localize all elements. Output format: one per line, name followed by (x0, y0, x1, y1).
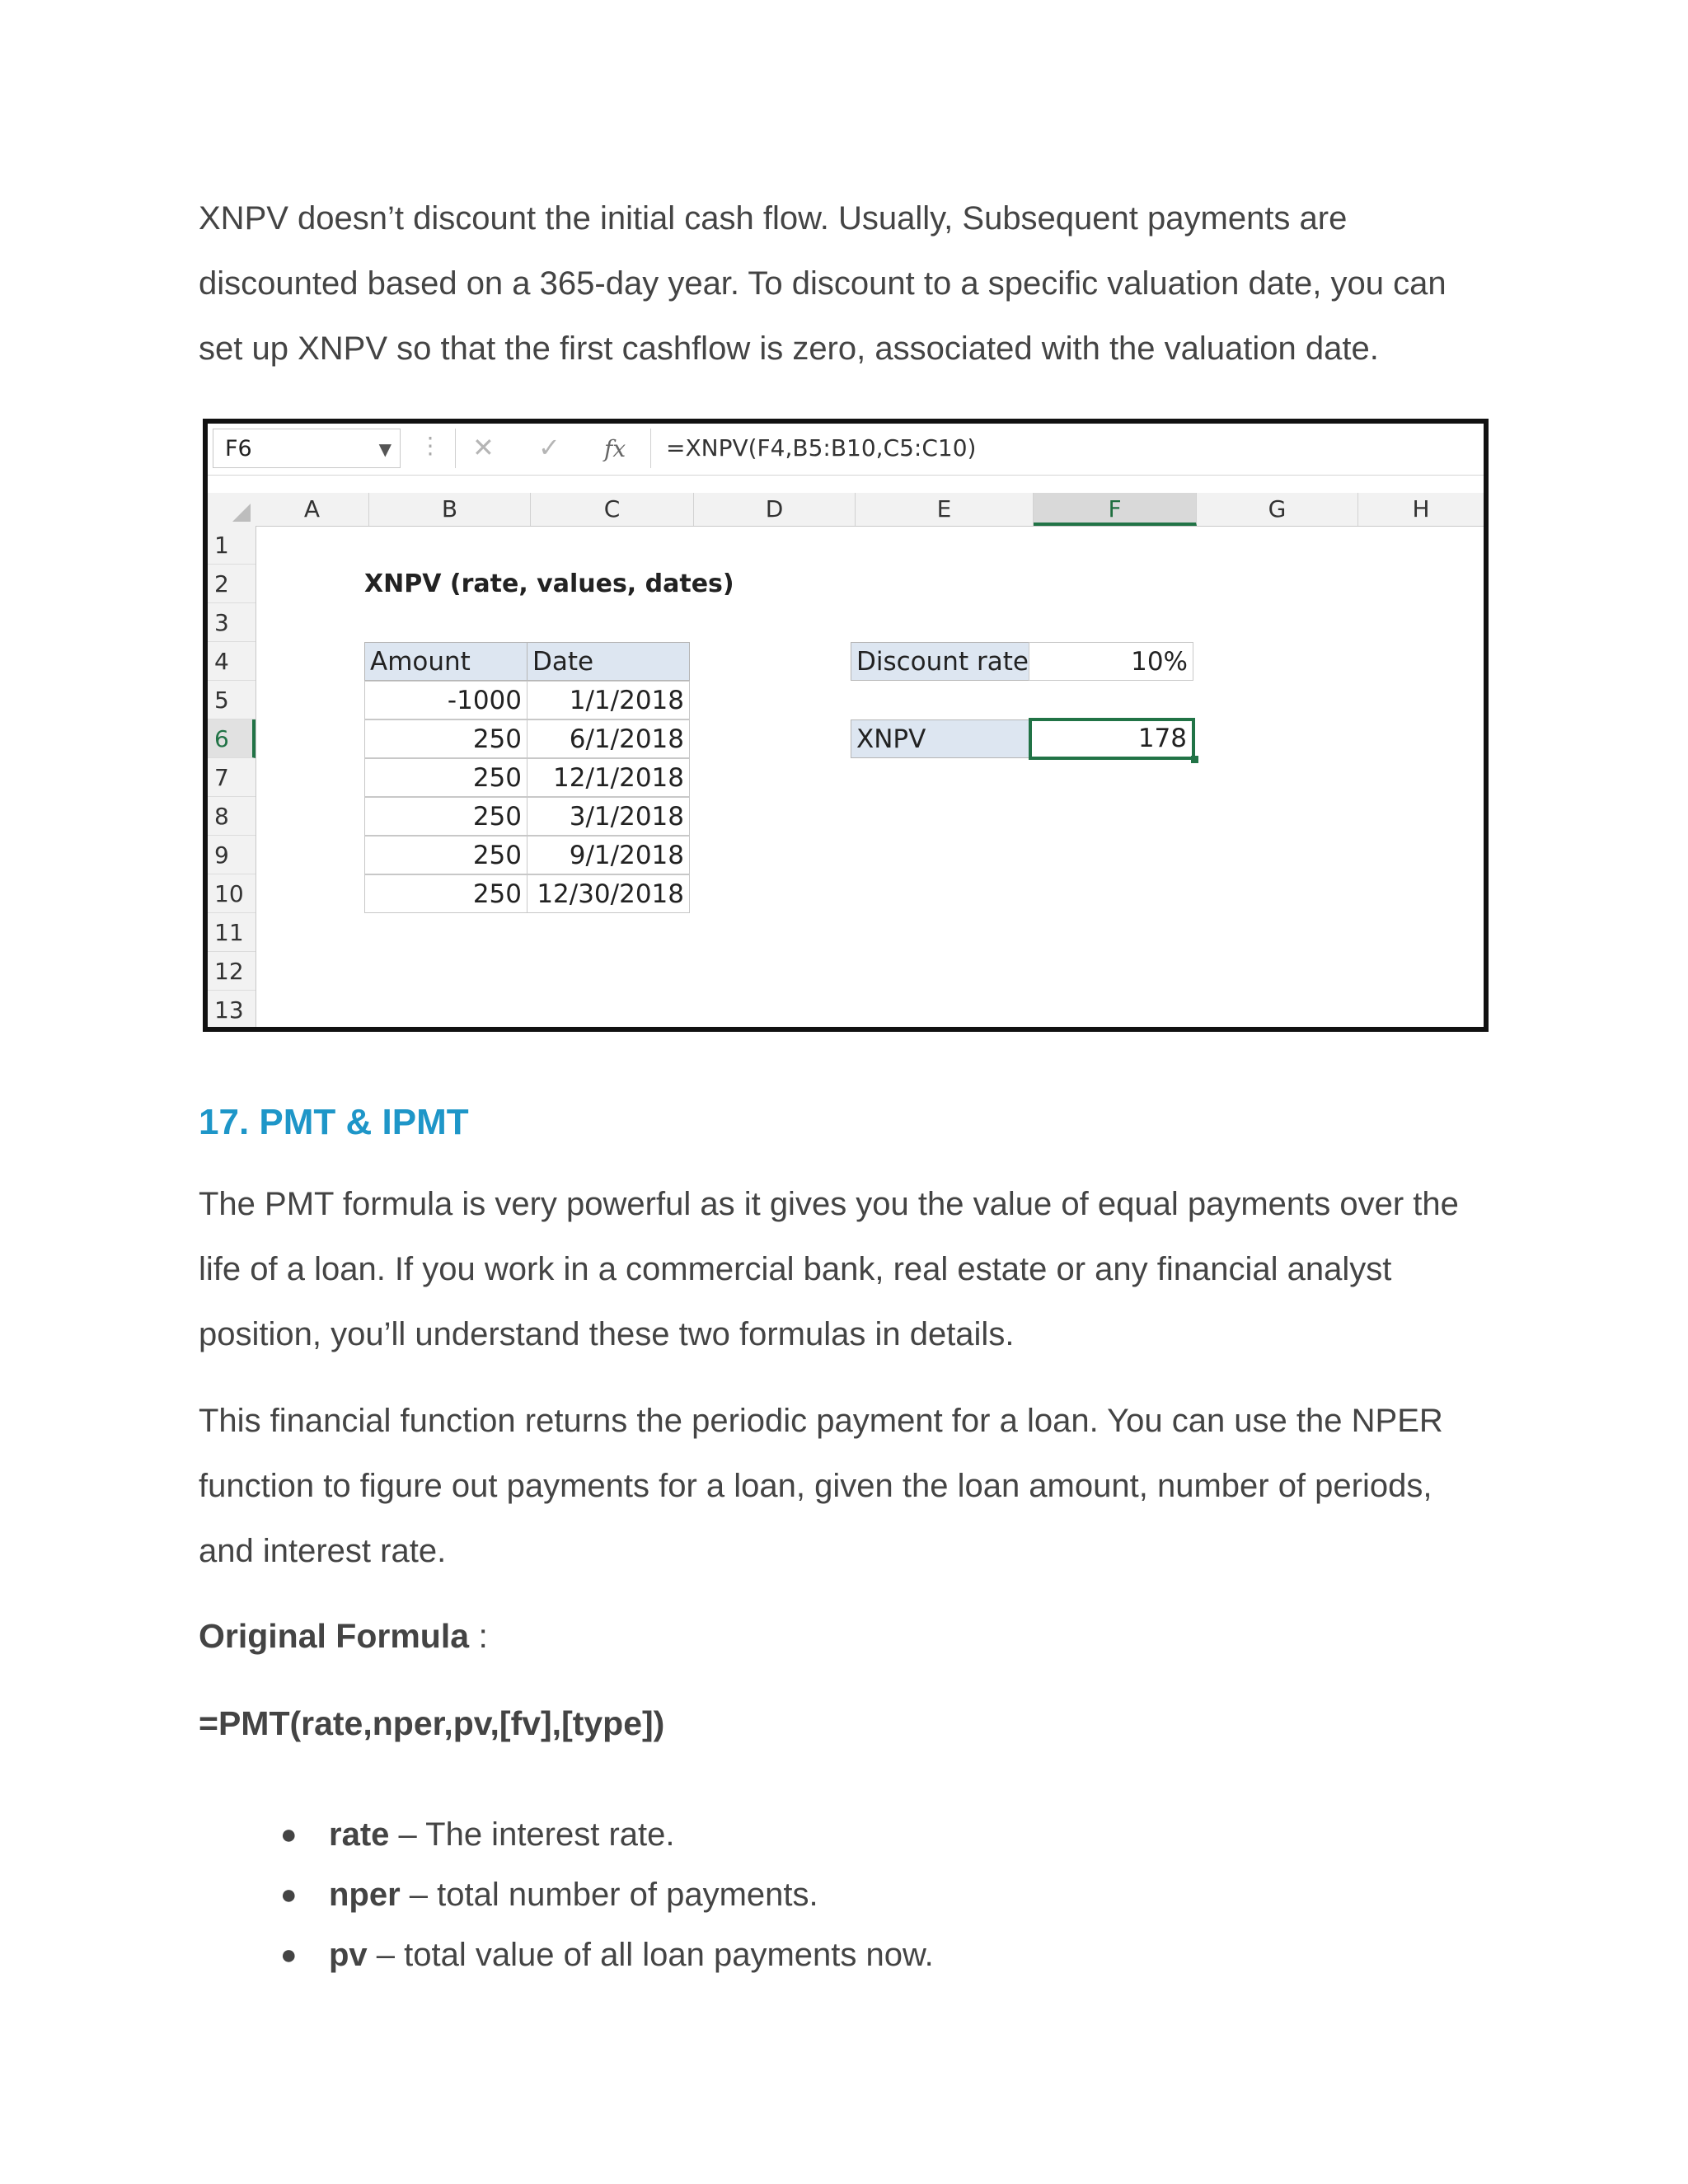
argument-term: rate (329, 1816, 390, 1853)
fill-handle[interactable] (1191, 756, 1198, 763)
select-all-icon[interactable] (208, 493, 256, 526)
column-header-b[interactable]: B (369, 493, 531, 526)
column-header-d[interactable]: D (694, 493, 856, 526)
name-box[interactable] (213, 429, 401, 468)
date-cell[interactable]: 1/1/2018 (527, 681, 690, 719)
amount-cell[interactable]: 250 (364, 719, 528, 758)
chevron-down-icon[interactable]: ▼ (378, 439, 392, 459)
amount-cell[interactable]: -1000 (364, 681, 528, 719)
original-formula-colon: : (469, 1617, 488, 1655)
row-headers (208, 526, 256, 1032)
pmt-paragraph-1 (199, 1172, 1493, 1367)
column-header-c[interactable]: C (531, 493, 694, 526)
spreadsheet-screenshot (203, 419, 1489, 1032)
argument-desc: – total number of payments. (400, 1877, 818, 1913)
pmt-paragraph-1-line-3: position, you’ll understand these two formulas in details. (199, 1316, 1015, 1352)
date-cell[interactable]: 12/30/2018 (527, 874, 690, 913)
argument-list (280, 1805, 934, 1985)
date-cell[interactable]: 6/1/2018 (527, 719, 690, 758)
row-header-11[interactable]: 11 (208, 913, 256, 952)
pmt-paragraph-2-line-3: and interest rate. (199, 1533, 447, 1569)
cancel-icon[interactable]: ✕ (472, 432, 495, 463)
bullet-icon: ● (280, 1939, 298, 1971)
name-box-value: F6 (225, 436, 252, 462)
date-header-cell[interactable]: Date (527, 642, 690, 681)
sheet-title-cell[interactable]: XNPV (rate, values, dates) (364, 569, 734, 598)
intro-line-1: XNPV doesn’t discount the initial cash flow. Usually, Subsequent payments are (199, 200, 1348, 237)
pmt-formula (199, 1704, 664, 1743)
row-header-9[interactable]: 9 (208, 836, 256, 874)
confirm-icon[interactable]: ✓ (538, 432, 560, 463)
discount-rate-label-cell[interactable]: Discount rate (851, 642, 1029, 681)
row-header-5[interactable]: 5 (208, 681, 256, 719)
row-header-8[interactable]: 8 (208, 797, 256, 836)
amount-cell[interactable]: 250 (364, 836, 528, 874)
row-header-1[interactable]: 1 (208, 526, 256, 565)
pmt-paragraph-2 (199, 1389, 1493, 1584)
date-cell[interactable]: 9/1/2018 (527, 836, 690, 874)
pmt-paragraph-1-line-1: The PMT formula is very powerful as it gives you the value of equal payments over the (199, 1186, 1459, 1222)
function-icon[interactable]: fx (604, 435, 626, 462)
drag-dots-icon: ⋮ (419, 432, 442, 459)
row-header-10[interactable]: 10 (208, 874, 256, 913)
column-header-h[interactable]: H (1412, 495, 1430, 523)
list-item (280, 1805, 934, 1865)
amount-cell[interactable]: 250 (364, 874, 528, 913)
bullet-icon: ● (280, 1879, 298, 1910)
row-header-3[interactable]: 3 (208, 603, 256, 642)
formula-icons (455, 429, 651, 468)
row-header-12[interactable]: 12 (208, 952, 256, 991)
pmt-paragraph-2-line-2: function to figure out payments for a loan, given the loan amount, number of periods, (199, 1468, 1432, 1504)
row-header-4[interactable]: 4 (208, 642, 256, 681)
column-header-f[interactable]: F (1034, 493, 1197, 526)
list-item (280, 1865, 934, 1925)
column-header-a[interactable]: A (256, 493, 369, 526)
column-header-g[interactable]: G (1197, 493, 1358, 526)
intro-paragraph (199, 186, 1493, 382)
argument-term: pv (329, 1937, 368, 1973)
date-cell[interactable]: 3/1/2018 (527, 797, 690, 836)
intro-line-2: discounted based on a 365-day year. To discount to a specific valuation date, you can (199, 265, 1447, 302)
pmt-formula-text: =PMT(rate,nper,pv,[fv],[type]) (199, 1704, 665, 1742)
formula-bar (208, 424, 1484, 476)
original-formula-label (199, 1617, 488, 1656)
amount-cell[interactable]: 250 (364, 758, 528, 797)
amount-cell[interactable]: 250 (364, 797, 528, 836)
pmt-paragraph-1-line-2: life of a loan. If you work in a commercial bank, real estate or any financial analyst (199, 1251, 1392, 1287)
xnpv-label-cell[interactable]: XNPV (851, 719, 1029, 758)
date-cell[interactable]: 12/1/2018 (527, 758, 690, 797)
original-formula-label-text: Original Formula (199, 1617, 470, 1655)
amount-header-cell[interactable]: Amount (364, 642, 528, 681)
formula-text[interactable]: =XNPV(F4,B5:B10,C5:C10) (666, 434, 977, 462)
section-heading: 17. PMT & IPMT (199, 1102, 469, 1142)
discount-rate-value-cell[interactable]: 10% (1029, 642, 1193, 681)
column-headers (208, 493, 1484, 527)
column-header-e[interactable]: E (856, 493, 1034, 526)
row-header-6[interactable]: 6 (208, 719, 256, 758)
list-item (280, 1925, 934, 1985)
row-header-13[interactable]: 13 (208, 991, 256, 1029)
pmt-paragraph-2-line-1: This financial function returns the periodic payment for a loan. You can use the NPER (199, 1403, 1443, 1439)
bullet-icon: ● (280, 1819, 298, 1850)
argument-desc: – The interest rate. (389, 1816, 675, 1853)
intro-line-3: set up XNPV so that the first cashflow is zero, associated with the valuation date. (199, 330, 1379, 367)
xnpv-value-cell[interactable]: 178 (1029, 718, 1195, 760)
row-header-2[interactable]: 2 (208, 565, 256, 603)
row-header-7[interactable]: 7 (208, 758, 256, 797)
argument-term: nper (329, 1877, 401, 1913)
argument-desc: – total value of all loan payments now. (367, 1937, 934, 1973)
